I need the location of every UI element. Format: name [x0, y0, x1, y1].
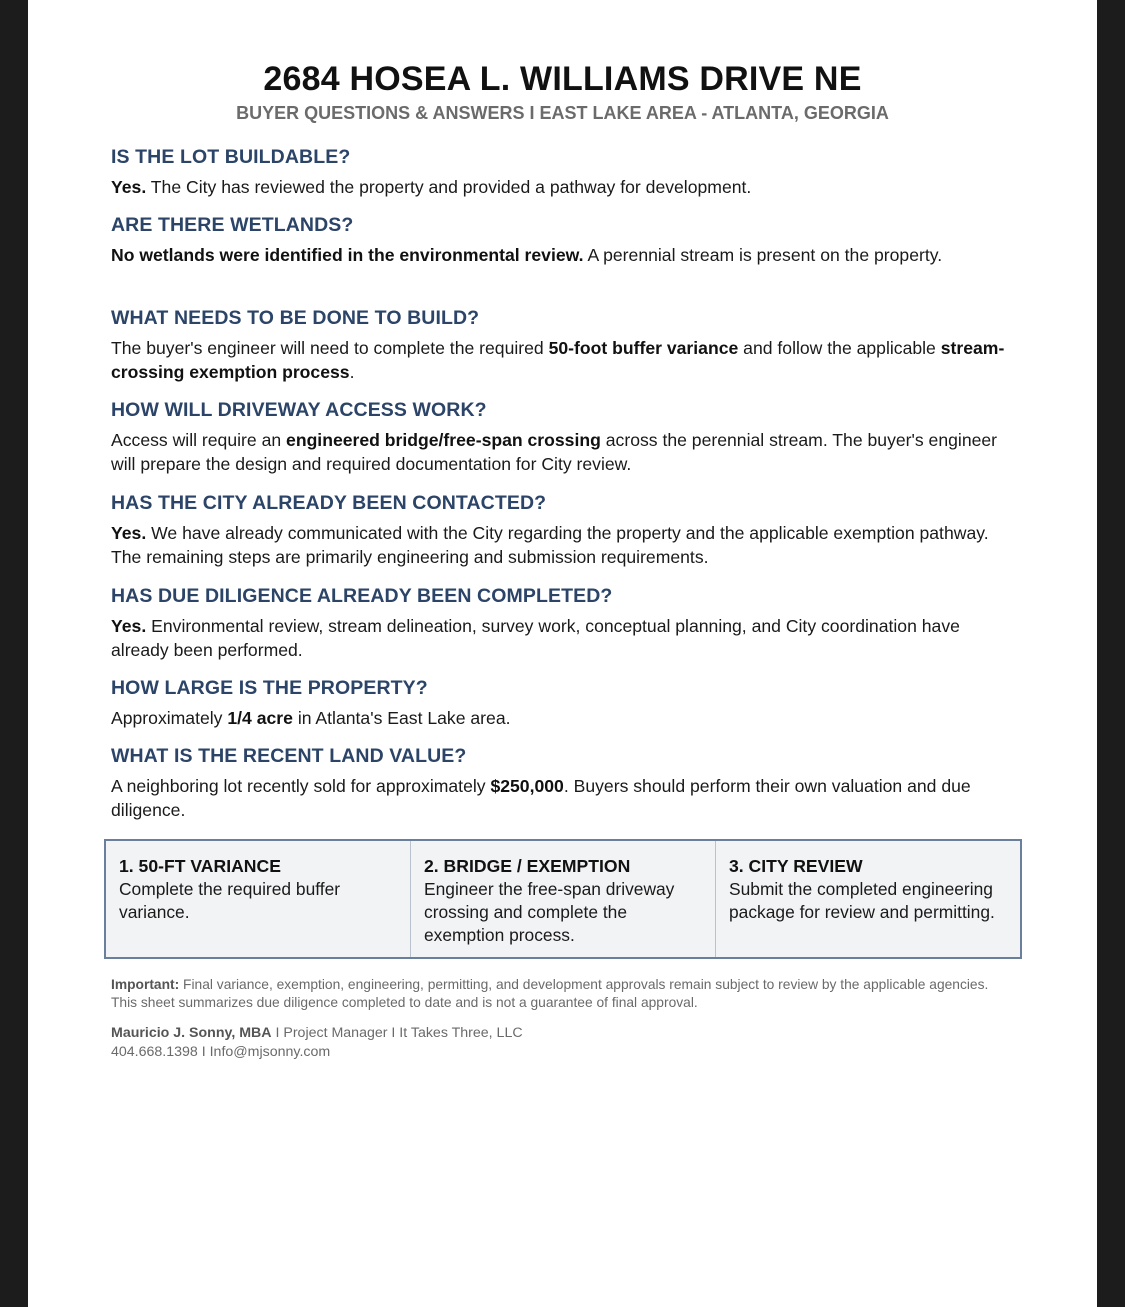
page-title: 2684 HOSEA L. WILLIAMS DRIVE NE: [263, 60, 862, 98]
step-bridge-exemption: [411, 841, 716, 957]
important-label: Important:: [111, 977, 180, 992]
qa-item-build-requirements: [111, 307, 1021, 384]
qa-item-wetlands: [111, 214, 1021, 267]
qa-item-due-diligence: [111, 585, 1021, 662]
step-title: 2. BRIDGE / EXEMPTION: [424, 856, 631, 876]
step-variance: [106, 841, 411, 957]
step-title: 1. 50-FT VARIANCE: [119, 856, 281, 876]
question: WHAT NEEDS TO BE DONE TO BUILD?: [111, 307, 480, 329]
question: ARE THERE WETLANDS?: [111, 214, 354, 236]
step-title: 3. CITY REVIEW: [729, 856, 863, 876]
page-subtitle: BUYER QUESTIONS & ANSWERS I EAST LAKE AREA - ATLANTA, GEORGIA: [236, 103, 889, 123]
signature-block: [111, 1024, 1011, 1062]
question: HOW LARGE IS THE PROPERTY?: [111, 677, 428, 699]
signature-contact: 404.668.1398 I Info@mjsonny.com: [111, 1044, 331, 1060]
qa-item-property-size: [111, 677, 1021, 730]
answer: Yes. The City has reviewed the property and provided a pathway for development.: [111, 177, 752, 197]
qa-item-land-value: [111, 745, 1021, 822]
answer: Approximately 1/4 acre in Atlanta's East Lake area.: [111, 708, 511, 728]
step-description: Complete the required buffer variance.: [119, 879, 341, 922]
document-page: [28, 0, 1097, 1307]
qa-item-city-contacted: [111, 492, 1021, 569]
answer: A neighboring lot recently sold for approximately $250,000. Buyers should perform their own valuation and due diligence.: [111, 776, 971, 820]
signature-name: Mauricio J. Sonny, MBA: [111, 1025, 272, 1041]
step-city-review: [716, 841, 1020, 957]
important-disclaimer: [111, 976, 1011, 1012]
step-description: Engineer the free-span driveway crossing and complete the exemption process.: [424, 879, 675, 945]
signature-role: I Project Manager I It Takes Three, LLC: [271, 1025, 523, 1041]
answer: Yes. Environmental review, stream delineation, survey work, conceptual planning, and City coordination have already been performed.: [111, 616, 960, 660]
answer: The buyer's engineer will need to complete the required 50-foot buffer variance and follow the applicable stream-crossing exemption process.: [111, 338, 1005, 382]
important-text: Final variance, exemption, engineering, permitting, and development approvals remain subject to review by the applicable agencies. This sheet summarizes due diligence completed to date and is not a guarantee of final approval.: [111, 977, 989, 1010]
answer: No wetlands were identified in the environmental review. A perennial stream is present on the property.: [111, 245, 943, 265]
question: HAS THE CITY ALREADY BEEN CONTACTED?: [111, 492, 547, 514]
steps-table: [104, 839, 1022, 959]
qa-item-driveway-access: [111, 399, 1021, 476]
answer: Access will require an engineered bridge/free-span crossing across the perennial stream. The buyer's engineer will prepare the design and required documentation for City review.: [111, 430, 998, 474]
question: WHAT IS THE RECENT LAND VALUE?: [111, 745, 467, 767]
question: IS THE LOT BUILDABLE?: [111, 146, 351, 168]
qa-item-buildable: [111, 146, 1021, 199]
signature-line: [111, 1024, 1011, 1043]
step-description: Submit the completed engineering package for review and permitting.: [729, 879, 995, 922]
question: HAS DUE DILIGENCE ALREADY BEEN COMPLETED?: [111, 585, 613, 607]
question: HOW WILL DRIVEWAY ACCESS WORK?: [111, 399, 487, 421]
answer: Yes. We have already communicated with the City regarding the property and the applicable exemption pathway. The remaining steps are primarily engineering and submission requirements.: [111, 523, 989, 567]
